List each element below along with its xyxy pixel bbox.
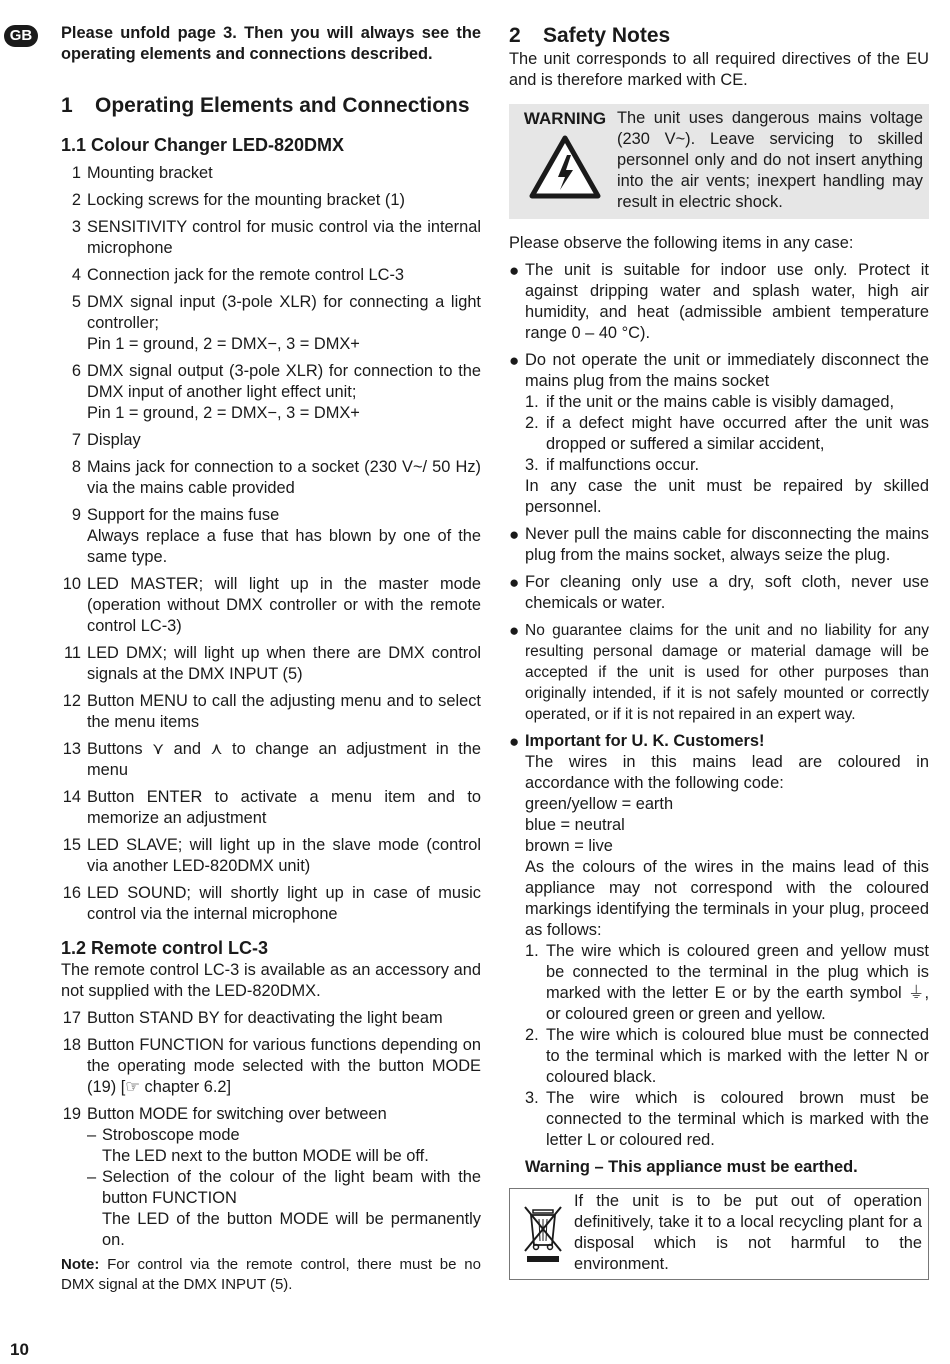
section1-title: Operating Elements and Connections: [95, 94, 470, 117]
subitem-number: 1.: [525, 393, 539, 411]
list-item: ● The unit is suitable for indoor use only. Protect it against dripping water and splash water, high air humidity, and heat (admissible ambient temperature range 0 – 40 °C).: [509, 261, 929, 342]
list-item: ● No guarantee claims for the unit and no liability for any resulting personal damage or material damage will be accepted if the unit is used for other purposes than originally intended, if it is not safely mounted or correctly operated, or if it is not repaired in an expert way.: [509, 621, 929, 723]
high-voltage-warning-icon: [529, 135, 601, 199]
list-item: [61, 217, 481, 259]
language-badge: GB: [4, 25, 38, 47]
right-column: [509, 23, 929, 1280]
item-number: 9: [71, 506, 81, 524]
dash-item: Selection of the colour of the light beam with the button FUNCTION: [102, 1168, 481, 1207]
item-text: LED SOUND; will shortly light up in case of music control via the internal microphone: [87, 884, 481, 923]
uk-intro: The wires in this mains lead are coloured in accordance with the following code:: [525, 753, 929, 792]
subitem-text: if malfunctions occur.: [546, 456, 700, 474]
list-item: [61, 457, 481, 499]
list-item: [61, 787, 481, 829]
bullet-text: Never pull the mains cable for disconnecting the mains plug from the mains socket, always seize the plug.: [525, 525, 929, 564]
item-text: Locking screws for the mounting bracket (1): [87, 191, 405, 209]
numbered-subitem: [525, 392, 929, 413]
item-text: Display: [87, 431, 141, 449]
item-text: Button MODE for switching over between: [87, 1105, 387, 1123]
crossed-out-wheelie-bin-icon: [520, 1201, 566, 1265]
subitem-text: if a defect might have occurred after the unit was dropped or suffered a similar accident,: [546, 414, 929, 453]
list-item: ● Never pull the mains cable for disconnecting the mains plug from the mains socket, always seize the plug.: [509, 525, 929, 564]
uk-code: brown = live: [525, 837, 613, 855]
note-label: Note:: [61, 1256, 100, 1273]
uk-text: As the colours of the wires in the mains lead of this appliance may not correspond with the coloured markings identifying the terminals in your plug, proceed as follows:: [525, 858, 929, 939]
numbered-subitem: [525, 941, 929, 1025]
numbered-subitem: [525, 413, 929, 455]
list-item: [61, 739, 481, 781]
list-item: [61, 190, 481, 211]
operating-elements-list: [61, 163, 481, 925]
subitem-number: 2.: [525, 1026, 539, 1044]
item-text: Support for the mains fuse: [87, 506, 280, 524]
subsection1-2-title: 1.2 Remote control LC-3: [61, 938, 269, 958]
item-number: 14: [62, 788, 81, 806]
item-text: Always replace a fuse that has blown by one of the same type.: [87, 527, 481, 566]
list-item: ● Important for U. K. Customers! The wires in this mains lead are coloured in accordance with the following code: green/yellow = earth blue = neutral brown = live As the colours of the wires in the mains lead of this appliance may not correspond with the coloured markings identifying the terminals in your plug, proceed as follows: 1. The wire which is coloured green and yellow must be connected to the terminal in the plug which is marked with the letter E or by the earth symbol ⏚, or coloured green or green and yellow. 2. The wire which is coloured blue must be connected to the terminal which is marked with the letter N or coloured black. 3. The wire which is coloured brown must be connected to the terminal which is marked with the letter L or coloured red. Warning – This appliance must be earthed.: [509, 732, 929, 1176]
dash-note: The LED next to the button MODE will be off.: [102, 1147, 429, 1165]
item-number: 16: [62, 884, 81, 902]
item-number: 8: [71, 458, 81, 476]
section2-intro: The unit corresponds to all required directives of the EU and is therefore marked with CE.: [509, 50, 929, 89]
subitem-text: The wire which is coloured green and yellow must be connected to the terminal in the plug which is marked with the letter E or by the earth symbol ⏚, or coloured green or green and yellow.: [546, 942, 929, 1023]
item-text: DMX signal input (3-pole XLR) for connecting a light controller;: [87, 293, 481, 332]
section1-heading: [61, 93, 481, 119]
list-item: [61, 505, 481, 568]
list-item: [61, 835, 481, 877]
section2-number: 2: [509, 24, 521, 47]
item-number: 13: [62, 740, 81, 758]
list-item: [61, 265, 481, 286]
item-number: 4: [71, 266, 81, 284]
uk-warning: Warning – This appliance must be earthed.: [525, 1158, 858, 1176]
disposal-text: If the unit is to be put out of operation definitively, take it to a local recycling plant for a disposal which is not harmful to the environment.: [574, 1192, 922, 1273]
item-text: Button STAND BY for deactivating the light beam: [87, 1009, 443, 1027]
item-number: 19: [62, 1105, 81, 1123]
item-text: SENSITIVITY control for music control via the internal microphone: [87, 218, 481, 257]
subitem-number: 3.: [525, 456, 539, 474]
numbered-subitem: [525, 1025, 929, 1088]
list-item: [61, 361, 481, 424]
section2-heading: [509, 23, 929, 49]
item-text: Buttons ⋎ and ⋏ to change an adjustment in the menu: [87, 740, 481, 779]
item-text: Mounting bracket: [87, 164, 213, 182]
subitem-number: 1.: [525, 942, 539, 960]
item-text: LED SLAVE; will light up in the slave mode (control via another LED-820DMX unit): [87, 836, 481, 875]
list-item: [61, 574, 481, 637]
item-number: 17: [62, 1009, 81, 1027]
remote-elements-list: [61, 1008, 481, 1098]
warning-label: WARNING: [523, 109, 607, 128]
section2-title: Safety Notes: [543, 24, 671, 47]
list-item: ● Do not operate the unit or immediately disconnect the mains plug from the mains socket 1. if the unit or the mains cable is visibly damaged, 2. if a defect might have occurred after the unit was dropped or suffered a similar accident, 3. if malfunctions occur. In any case the unit must be repaired by skilled personnel.: [509, 351, 929, 516]
dash-note: The LED of the button MODE will be permanently on.: [102, 1210, 481, 1249]
item-number: 1: [71, 164, 81, 182]
subitem-number: 2.: [525, 414, 539, 432]
item-text: LED DMX; will light up when there are DMX control signals at the DMX INPUT (5): [87, 644, 481, 683]
item-number: 11: [63, 644, 81, 662]
uk-code: green/yellow = earth: [525, 795, 674, 813]
section1-number: 1: [61, 94, 73, 117]
subsection1-2-intro: The remote control LC-3 is available as an accessory and not supplied with the LED-820DMX.: [61, 961, 481, 1000]
list-item: [61, 691, 481, 733]
subitem-text: The wire which is coloured blue must be connected to the terminal which is marked with the letter N or coloured black.: [546, 1026, 929, 1086]
left-column: [61, 23, 481, 1295]
bullet-text: The unit is suitable for indoor use only. Protect it against dripping water and splash water, high air humidity, and heat (admissible ambient temperature range 0 – 40 °C).: [525, 261, 929, 342]
subitem-number: 3.: [525, 1089, 539, 1107]
list-item: [61, 883, 481, 925]
uk-code: blue = neutral: [525, 816, 625, 834]
item-number: 18: [62, 1036, 81, 1054]
item-text: Button MENU to call the adjusting menu and to select the menu items: [87, 692, 481, 731]
subitem-text: if the unit or the mains cable is visibly damaged,: [546, 393, 895, 411]
numbered-subitem: [525, 1088, 929, 1151]
list-item: 19 Button MODE for switching over between – Stroboscope mode The LED next to the button MODE will be off. – Selection of the colour of the light beam with the button FUNCTION The LED of the button MODE will be permanently on.: [62, 1105, 481, 1249]
item-number: 15: [62, 836, 81, 854]
bullet-text-end: In any case the unit must be repaired by skilled personnel.: [525, 477, 929, 516]
bullet-text: For cleaning only use a dry, soft cloth, never use chemicals or water.: [525, 573, 929, 612]
list-item: [61, 430, 481, 451]
note-text: For control via the remote control, there must be no DMX signal at the DMX INPUT (5).: [61, 1256, 481, 1293]
item-text: Button FUNCTION for various functions depending on the operating mode selected with the button MODE (19) [☞ chapter 6.2]: [87, 1036, 481, 1096]
intro-text: Please unfold page 3. Then you will always see the operating elements and connections described.: [61, 24, 481, 63]
dash-item: Stroboscope mode: [102, 1126, 240, 1144]
page-number: 10: [10, 1340, 29, 1359]
item-text: Mains jack for connection to a socket (230 V~/ 50 Hz) via the mains cable provided: [87, 458, 481, 497]
item-text: Pin 1 = ground, 2 = DMX−, 3 = DMX+: [87, 404, 360, 422]
list-item: ● For cleaning only use a dry, soft cloth, never use chemicals or water.: [509, 573, 929, 612]
list-item: [61, 292, 481, 355]
list-item: [61, 163, 481, 184]
item-text: LED MASTER; will light up in the master mode (operation without DMX controller or with the remote control LC-3): [87, 575, 481, 635]
item-number: 7: [71, 431, 81, 449]
bullet-text: Do not operate the unit or immediately disconnect the mains plug from the mains socket: [525, 351, 929, 390]
item-text: Button ENTER to activate a menu item and to memorize an adjustment: [87, 788, 481, 827]
note: [61, 1255, 481, 1295]
list-item: [61, 1008, 481, 1029]
item-number: 10: [62, 575, 81, 593]
warning-box: [509, 104, 929, 219]
item-text: Pin 1 = ground, 2 = DMX−, 3 = DMX+: [87, 335, 360, 353]
list-item: [61, 1035, 481, 1098]
item-text: Connection jack for the remote control LC-3: [87, 266, 405, 284]
list-item: [61, 643, 481, 685]
item-number: 3: [71, 218, 81, 236]
disposal-box: [509, 1188, 929, 1280]
observe-text: Please observe the following items in any case:: [509, 234, 854, 252]
item-number: 2: [71, 191, 81, 209]
numbered-subitem: [525, 455, 929, 476]
item-text: DMX signal output (3-pole XLR) for connection to the DMX input of another light effect unit;: [87, 362, 481, 401]
item-number: 6: [71, 362, 81, 380]
subitem-text: The wire which is coloured brown must be connected to the terminal which is marked with the letter L or coloured red.: [546, 1089, 929, 1149]
uk-title: Important for U. K. Customers!: [525, 732, 765, 750]
item-number: 12: [62, 692, 81, 710]
bullet-text: No guarantee claims for the unit and no liability for any resulting personal damage or material damage will be accepted if the unit is used for other purposes than originally intended, if it is not safely mounted or correctly operated, or if it is not repaired in an expert way.: [525, 622, 929, 723]
warning-text: The unit uses dangerous mains voltage (230 V~). Leave servicing to skilled personnel only and do not insert anything into the air vents; inexpert handling may result in electric shock.: [617, 109, 923, 211]
subsection1-1-title: 1.1 Colour Changer LED-820DMX: [61, 135, 345, 155]
item-number: 5: [71, 293, 81, 311]
safety-bullets: [509, 260, 929, 1178]
